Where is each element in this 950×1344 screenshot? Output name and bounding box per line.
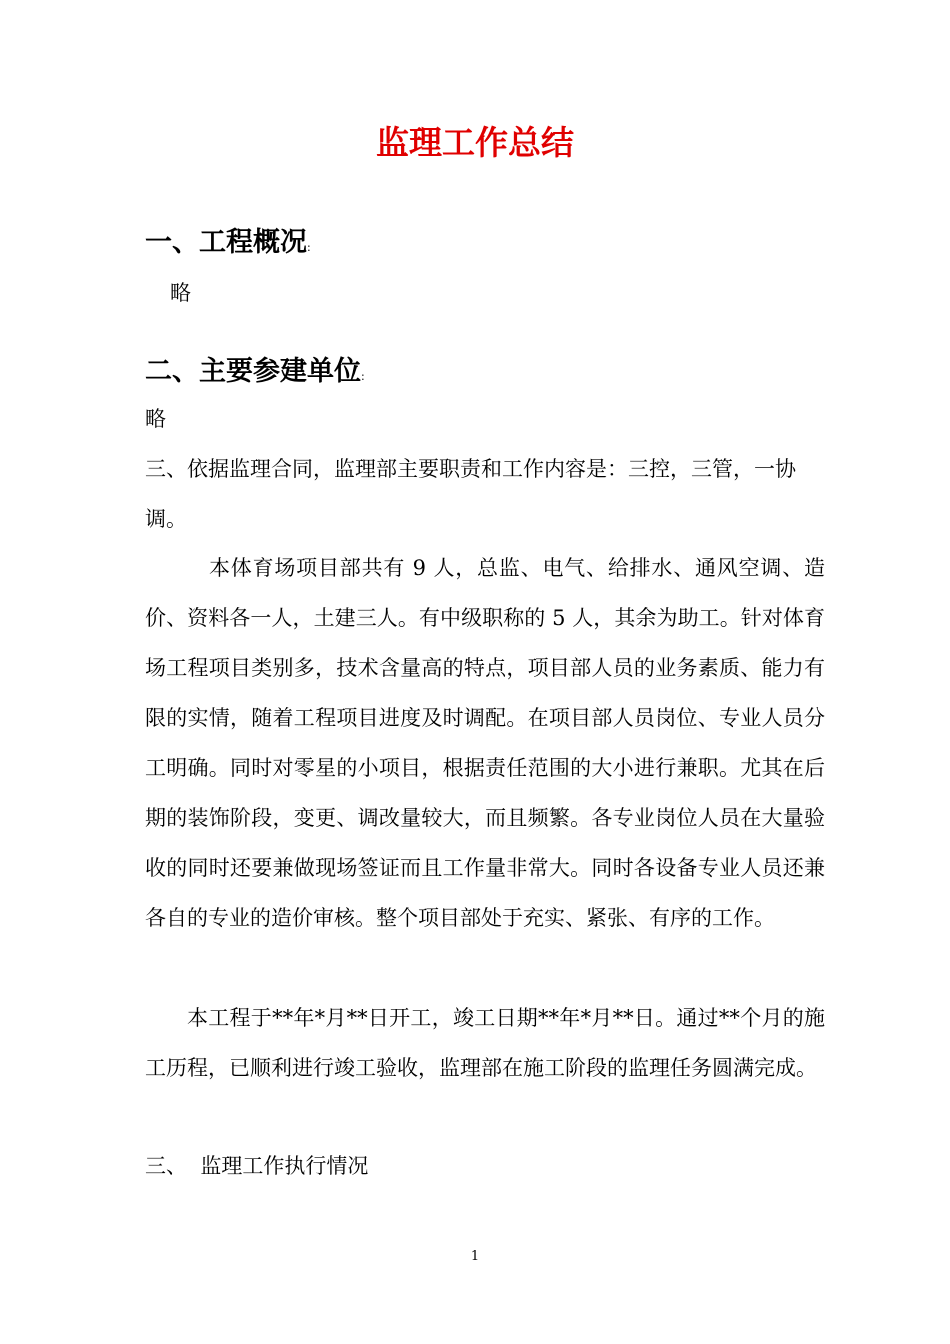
section-heading-execution: 三、 监理工作执行情况 xyxy=(145,1154,369,1178)
paragraph-staffing xyxy=(145,543,825,943)
section-body-overview: 略 xyxy=(170,281,191,305)
section-heading-overview-text: 一、工程概况 xyxy=(145,227,307,258)
section-heading-participants-text: 二、主要参建单位 xyxy=(145,356,361,387)
section-heading-overview-colon: : xyxy=(307,241,311,254)
section-three-line2: 调。 xyxy=(145,507,187,531)
section-heading-overview xyxy=(145,224,311,267)
paragraph-schedule-text: 本工程于**年*月**日开工，竣工日期**年*月**日。通过**个月的施工历程，已顺利进行竣工验收，监理部在施工阶段的监理任务圆满完成。 xyxy=(145,1006,825,1080)
section-heading-participants-colon: : xyxy=(361,370,365,383)
section-body-participants: 略 xyxy=(145,407,166,431)
section-three-line1: 三、依据监理合同，监理部主要职责和工作内容是：三控，三管，一协 xyxy=(145,457,796,481)
paragraph-schedule xyxy=(145,993,825,1093)
page-number: 1 xyxy=(470,1249,480,1264)
document-title: 监理工作总结 xyxy=(376,123,574,162)
paragraph-staffing-text: 本体育场项目部共有 9 人，总监、电气、给排水、通风空调、造价、资料各一人，土建三人。有中级职称的 5 人，其余为助工。针对体育场工程项目类别多，技术含量高的特点，项目部人员的业务素质、能力有限的实情，随着工程项目进度及时调配。在项目部人员岗位、专业人员分工明确。同时对零星的小项目，根据责任范围的大小进行兼职。尤其在后期的装饰阶段，变更、调改量较大，而且频繁。各专业岗位人员在大量验收的同时还要兼做现场签证而且工作量非常大。同时各设备专业人员还兼各自的专业的造价审核。整个项目部处于充实、紧张、有序的工作。 xyxy=(145,556,825,930)
section-heading-participants xyxy=(145,353,365,396)
